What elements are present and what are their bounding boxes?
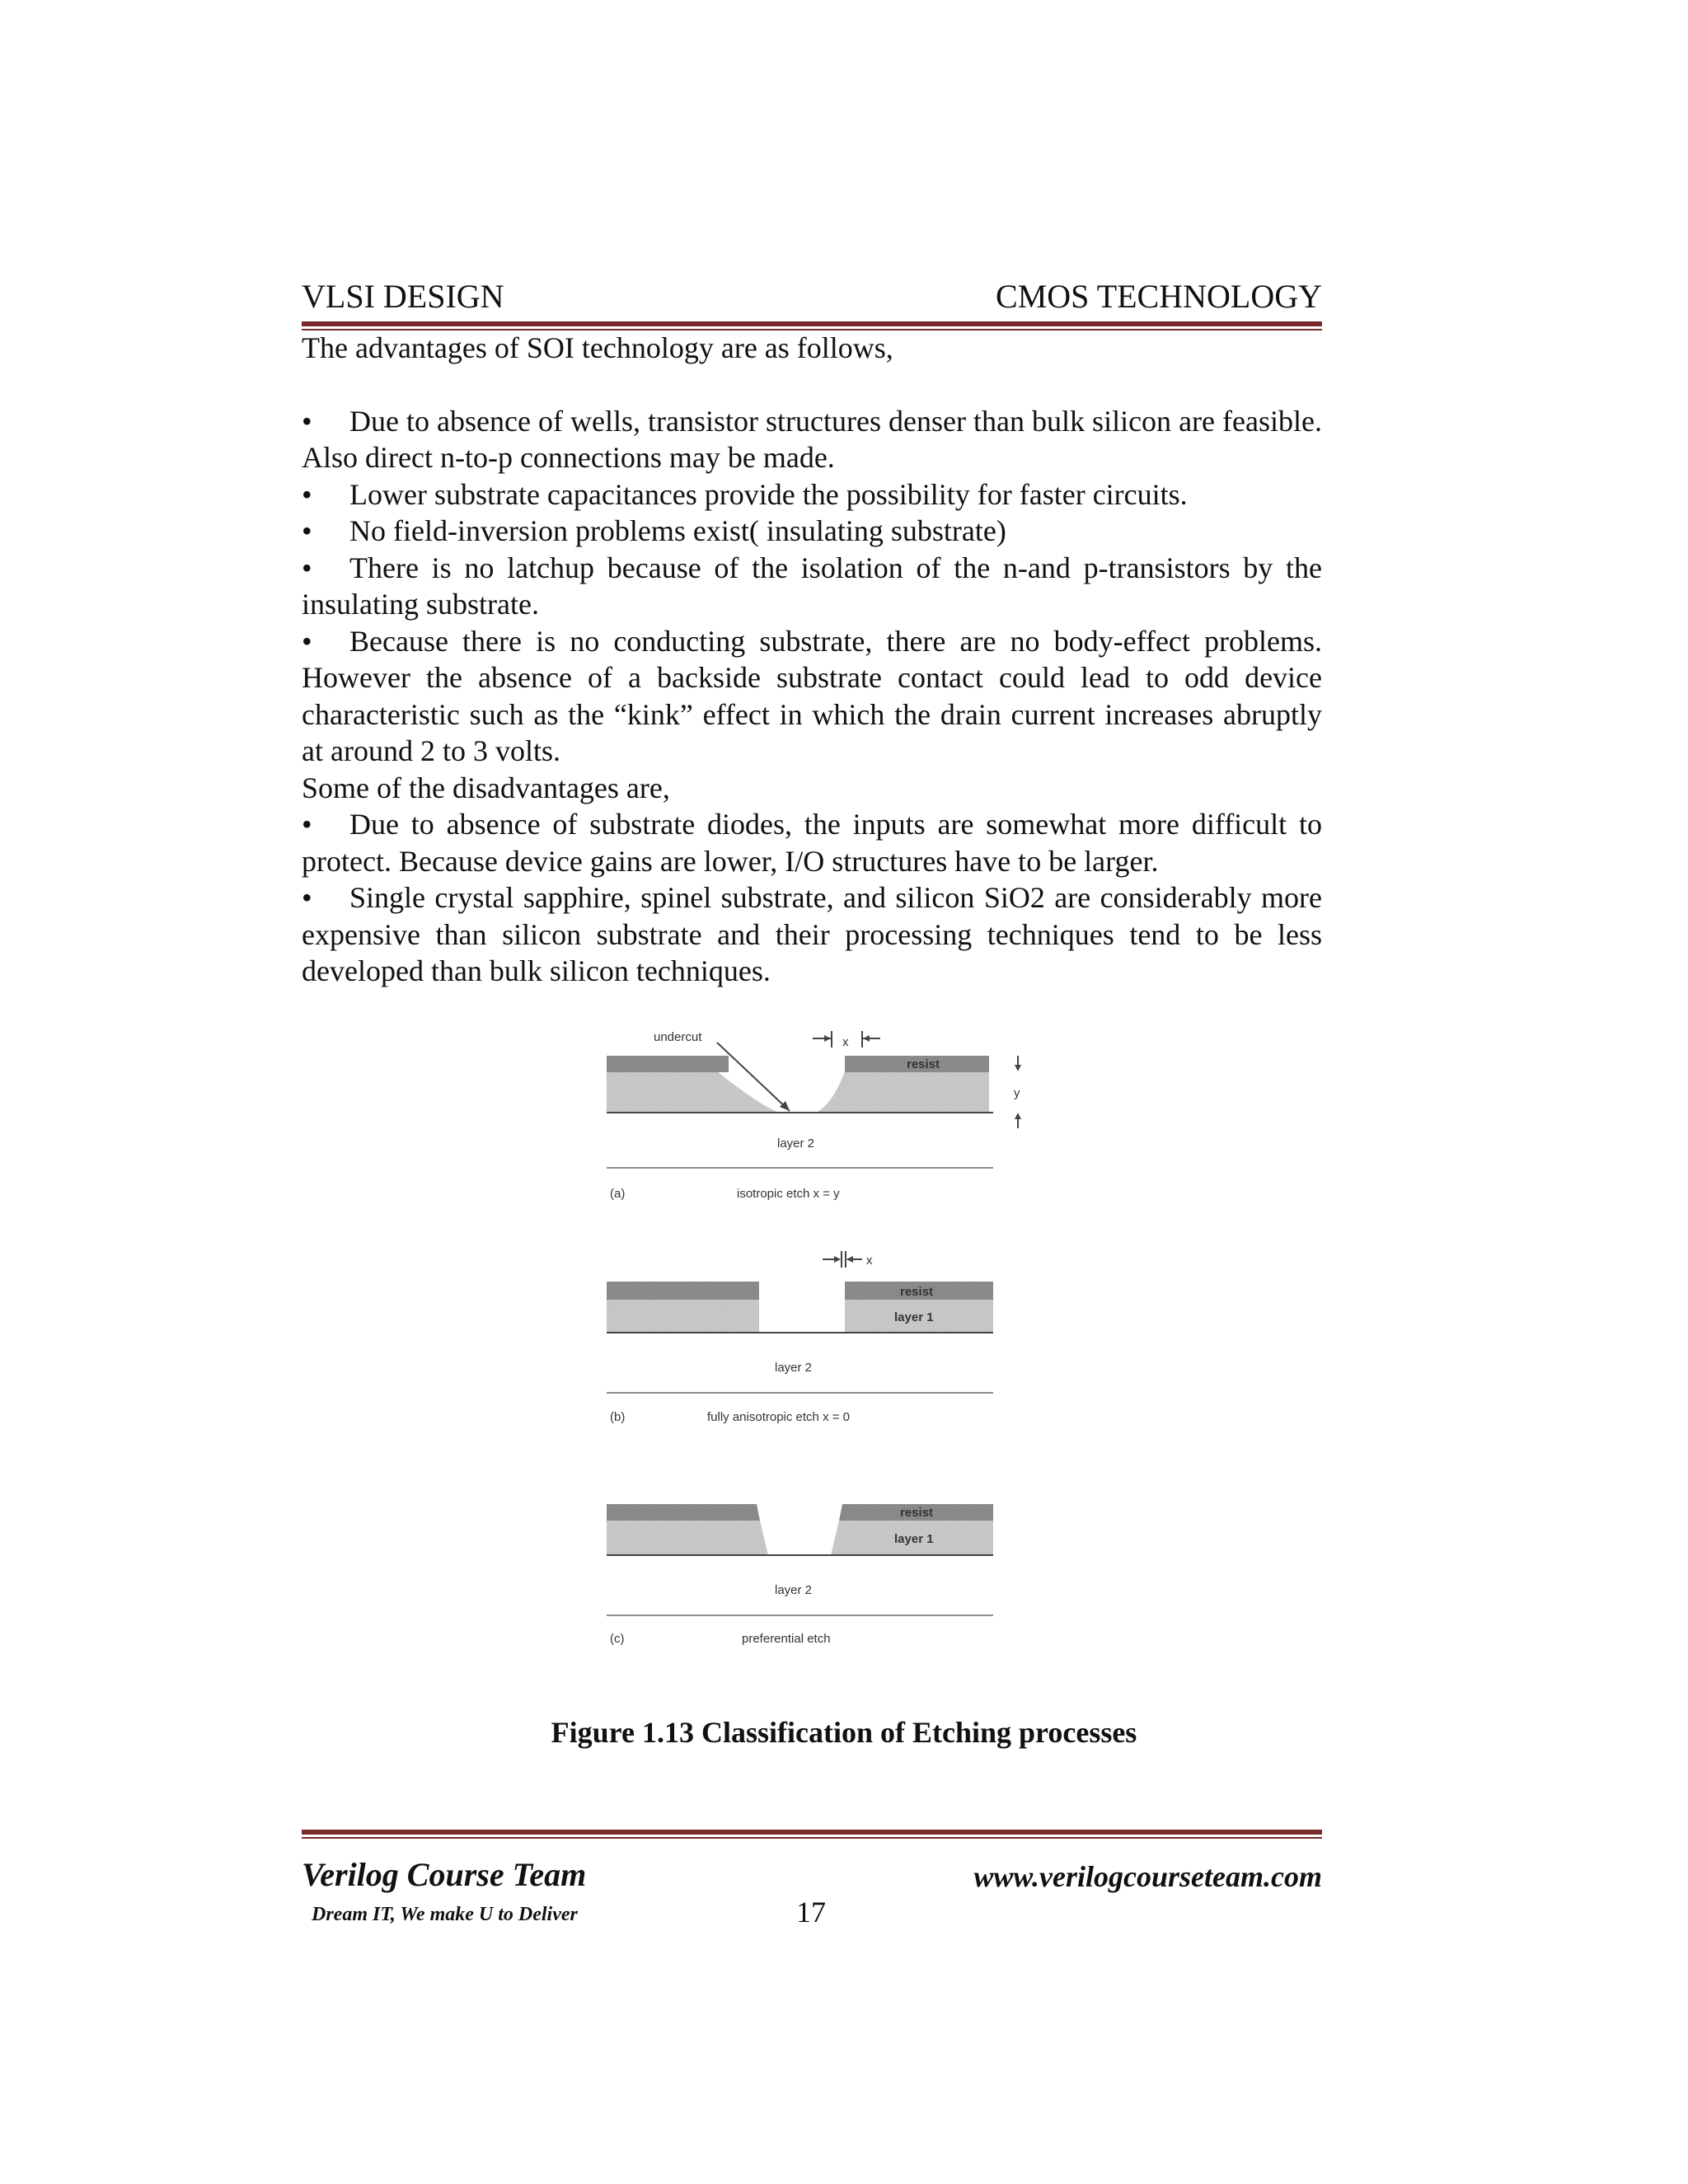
caption-a: isotropic etch x = y [737,1187,840,1201]
etching-figure [577,1026,1039,1677]
disadvantage-item [302,806,1322,879]
intro-paragraph: The advantages of SOI technology are as follows, [302,331,893,364]
advantage-item [302,513,1322,550]
advantage-text: Because there is no conducting substrate, there are no body-effect problems. However the absence of a backside substrate contact could lead to odd device characteristic such as the “kink” effect in which the drain current increases abruptly at around 2 to 3 volts. [302,624,1322,767]
label-layer2-b: layer 2 [775,1361,813,1375]
y-arrowhead-bottom [1015,1113,1021,1119]
caption-c: preferential etch [742,1632,831,1646]
disadvantage-text: Due to absence of substrate diodes, the inputs are somewhat more difficult to protect. Because device gains are lower, I/O structures have to be larger. [302,808,1322,878]
label-x-a: x [842,1035,849,1049]
header-title: VLSI DESIGN [302,278,504,315]
caption-b: fully anisotropic etch x = 0 [707,1410,851,1424]
tag-c: (c) [610,1632,625,1646]
advantage-text: There is no latchup because of the isolation of the n-and p-transistors by the insulating substrate. [302,551,1322,621]
layer1-c-left [607,1521,768,1555]
tag-a: (a) [610,1187,626,1201]
advantage-text: Lower substrate capacitances provide the possibility for faster circuits. [349,477,1188,511]
header-section: CMOS TECHNOLOGY [996,278,1322,315]
panel-a [607,1030,1021,1201]
figure-caption: Figure 1.13 Classification of Etching processes [551,1716,1137,1749]
bullet-icon: • [302,514,312,547]
label-layer2-a: layer 2 [777,1137,815,1151]
label-y: y [1014,1086,1020,1100]
page-number: 17 [796,1896,826,1929]
advantage-text: Due to absence of wells, transistor structures denser than bulk silicon are feasible. Also direct n-to-p connections may be made. [302,404,1322,474]
x-arrowhead-left-a [824,1035,831,1042]
header-rule-thick [302,321,1322,326]
resist-b-left [607,1282,759,1300]
etching-diagram [577,1026,1039,1677]
footer-team: Verilog Course Team [302,1856,587,1893]
label-resist-c: resist [900,1506,934,1520]
footer-rule-thick [302,1830,1322,1835]
resist-c-left [607,1504,760,1521]
disadvantage-item [302,879,1322,990]
layer1-a-right [816,1071,989,1113]
label-x-b: x [866,1254,873,1268]
resist-a-left [607,1056,729,1072]
x-arrowhead-right-b [846,1256,853,1263]
disadvantage-text: Single crystal sapphire, spinel substrate, and silicon SiO2 are considerably more expensive than silicon substrate and their processing techniques tend to be less developed than bulk silicon techniques. [302,881,1322,987]
layer1-b-left [607,1300,759,1333]
label-layer1-b: layer 1 [894,1310,934,1324]
bullet-icon: • [302,477,312,511]
label-resist-b: resist [900,1285,934,1299]
x-arrowhead-right-a [863,1035,870,1042]
footer-rule-thin [302,1837,1322,1839]
bullet-icon: • [302,551,312,584]
tag-b: (b) [610,1410,626,1424]
label-layer1-c: layer 1 [894,1532,934,1546]
y-arrowhead-top [1015,1065,1021,1071]
label-layer2-c: layer 2 [775,1583,813,1597]
bullet-icon: • [302,404,312,438]
advantage-item [302,403,1322,476]
label-resist-a: resist [907,1057,940,1071]
bullet-icon: • [302,881,312,914]
disadvantages-intro: Some of the disadvantages are, [302,771,670,804]
footer-tagline: Dream IT, We make U to Deliver [312,1904,578,1925]
footer-website: www.verilogcourseteam.com [973,1860,1322,1893]
panel-b [607,1251,993,1424]
advantage-item [302,476,1322,513]
panel-c [607,1504,993,1646]
advantage-item [302,550,1322,623]
advantage-item [302,623,1322,770]
body-content [302,330,1322,990]
advantage-text: No field-inversion problems exist( insulating substrate) [349,514,1006,547]
bullet-icon: • [302,624,312,658]
x-arrowhead-left-b [834,1256,841,1263]
label-undercut: undercut [654,1030,702,1044]
page-header [302,276,1322,317]
bullet-icon: • [302,808,312,841]
